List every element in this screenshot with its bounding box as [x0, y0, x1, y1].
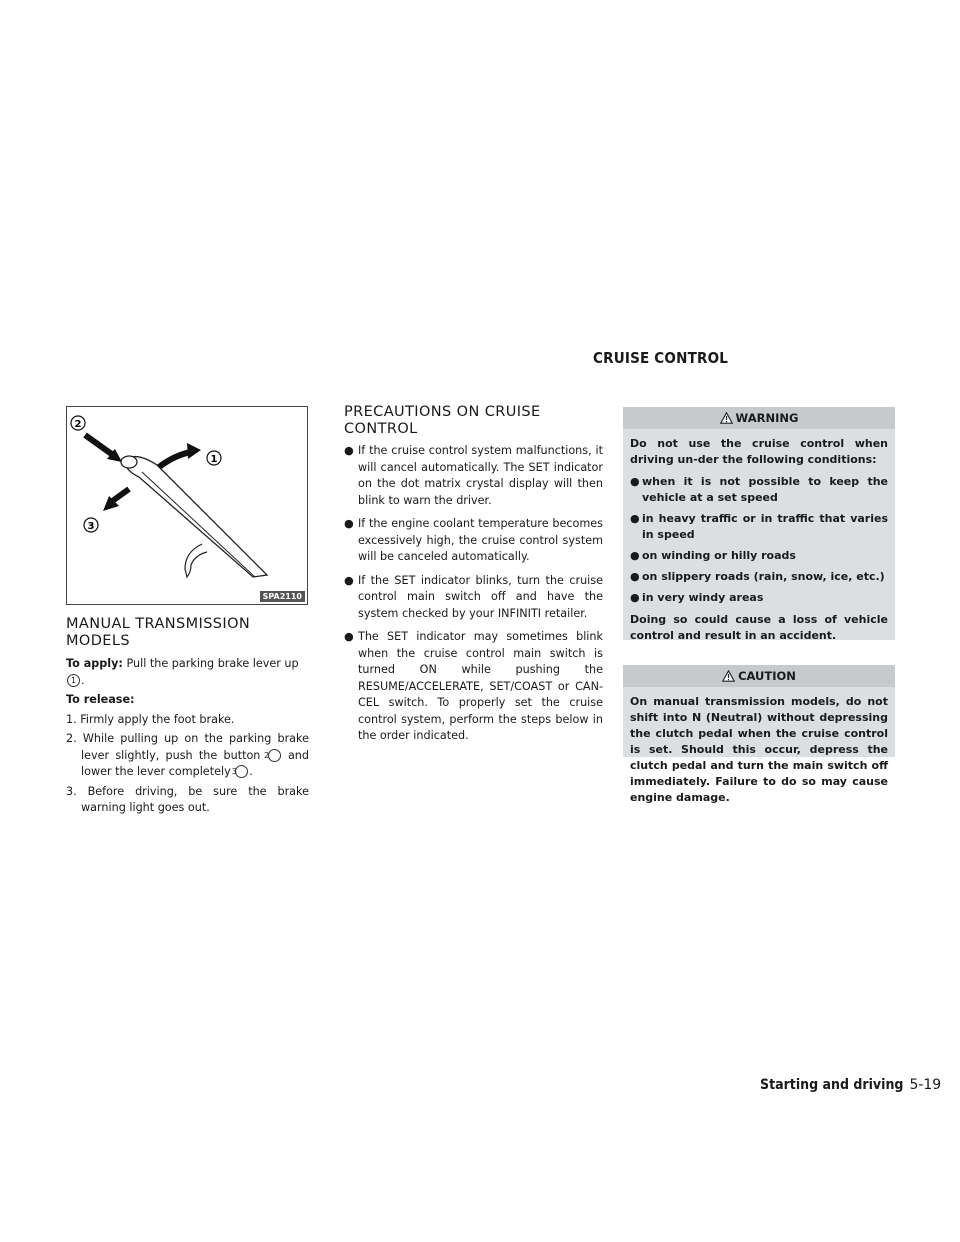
- bullet-icon: ●: [344, 573, 354, 587]
- footer-section: Starting and driving: [760, 1077, 904, 1093]
- precautions-list: [344, 443, 603, 745]
- warning-title: [623, 407, 895, 429]
- release-label: To release:: [66, 693, 135, 706]
- callout-2: [71, 416, 85, 430]
- list-item: [344, 573, 603, 623]
- apply-label: To apply:: [66, 657, 123, 670]
- warning-list: [630, 474, 888, 606]
- caution-title-text: CAUTION: [738, 669, 796, 683]
- step-text: Firmly apply the foot brake.: [80, 712, 235, 726]
- step-text: and lower the lever completely: [81, 748, 309, 778]
- page-footer: [760, 1077, 941, 1093]
- apply-text: Pull the parking brake lever up: [126, 657, 299, 670]
- list-item: [66, 712, 309, 729]
- bullet-icon: ●: [630, 549, 640, 562]
- caution-title: [623, 665, 895, 687]
- precautions-section: [344, 404, 603, 752]
- bullet-text: If the SET indicator blinks, turn the cruise control main switch off and have the system checked by your INFINITI retailer.: [358, 573, 603, 620]
- callout-1-label: 1: [210, 454, 218, 465]
- bullet-icon: ●: [630, 475, 640, 488]
- list-item: [344, 443, 603, 509]
- bullet-icon: ●: [344, 517, 354, 530]
- ref-3: 3: [235, 765, 248, 778]
- warning-intro: Do not use the cruise control when driving un-der the following conditions:: [630, 437, 888, 466]
- bullet-text: If the cruise control system malfunctions, it will cancel automatically. The SET indicator on the dot matrix crystal display will then blink to warn the driver.: [358, 444, 603, 507]
- list-item: [630, 511, 888, 543]
- list-item: 2. While pulling up on the parking brake lever slightly, push the button 2 and lower the lever completely 3 .: [66, 732, 310, 778]
- warning-item-text: in very windy areas: [642, 591, 764, 604]
- warning-outro: Doing so could cause a loss of vehicle control and result in an accident.: [630, 613, 888, 642]
- list-item: [630, 474, 888, 506]
- callout-2-label: 2: [74, 419, 82, 430]
- caution-box: [623, 665, 895, 804]
- parking-brake-figure: [66, 406, 308, 605]
- manual-transmission-heading: MANUAL TRANSMISSION MODELS: [66, 616, 251, 649]
- callout-1: [207, 451, 221, 465]
- warning-item-text: when it is not possible to keep the vehicle at a set speed: [642, 475, 888, 504]
- list-item: [630, 548, 888, 564]
- manual-transmission-section: [66, 616, 309, 820]
- caution-text: On manual transmission models, do not shift into N (Neutral) without depressing the clutch pedal when the cruise control is set. Should this occur, depress the clutch pedal and turn the main switch off immediately. Failure to do so may cause engine damage.: [630, 695, 888, 804]
- warning-body: [623, 429, 895, 654]
- step-number: 2.: [66, 732, 77, 745]
- ref-1: 1: [67, 674, 80, 687]
- list-item: [344, 629, 603, 745]
- step-number: 1.: [66, 712, 77, 726]
- warning-item-text: on slippery roads (rain, snow, ice, etc.): [642, 570, 885, 583]
- list-item: [66, 784, 309, 817]
- ref-2: 2: [268, 749, 281, 762]
- warning-box: [623, 407, 895, 640]
- list-item: [630, 569, 888, 585]
- bullet-icon: ●: [630, 512, 640, 525]
- caution-icon: [722, 670, 735, 682]
- list-item: [344, 516, 603, 566]
- bullet-icon: ●: [344, 444, 354, 457]
- release-steps: [66, 712, 309, 817]
- list-item: [630, 590, 888, 606]
- parking-brake-illustration: [67, 407, 307, 604]
- bullet-text: If the engine coolant temperature becomes excessively high, the cruise control system will be canceled automatically.: [358, 517, 603, 563]
- step-text: Before driving, be sure the brake warning light goes out.: [81, 784, 309, 814]
- step-number: 3.: [66, 784, 77, 798]
- bullet-icon: ●: [630, 591, 640, 604]
- figure-code: SPA2110: [260, 591, 305, 602]
- precautions-heading: PRECAUTIONS ON CRUISE CONTROL: [344, 404, 541, 437]
- warning-item-text: on winding or hilly roads: [642, 549, 796, 562]
- step-text: While pulling up on the parking brake lever slightly, push the button: [81, 732, 310, 762]
- warning-title-text: WARNING: [735, 411, 799, 425]
- bullet-icon: ●: [344, 630, 354, 643]
- callout-3: [84, 518, 98, 532]
- bullet-icon: ●: [630, 570, 640, 583]
- warning-item-text: in heavy traffic or in traffic that varies in speed: [642, 512, 888, 541]
- bullet-text: The SET indicator may sometimes blink when the cruise control main switch is turned ON while pushing the RESUME/ACCELERATE, SET/COAST or CAN-CEL switch. To properly set the cruise control system, perform the steps below in the order indicated.: [358, 630, 603, 742]
- warning-icon: [720, 412, 733, 424]
- callout-3-label: 3: [87, 521, 95, 532]
- page-number: 5-19: [909, 1077, 942, 1093]
- caution-body: [623, 687, 895, 816]
- section-title: CRUISE CONTROL: [593, 349, 729, 367]
- apply-paragraph: To apply: Pull the parking brake lever up 1 .: [66, 657, 299, 687]
